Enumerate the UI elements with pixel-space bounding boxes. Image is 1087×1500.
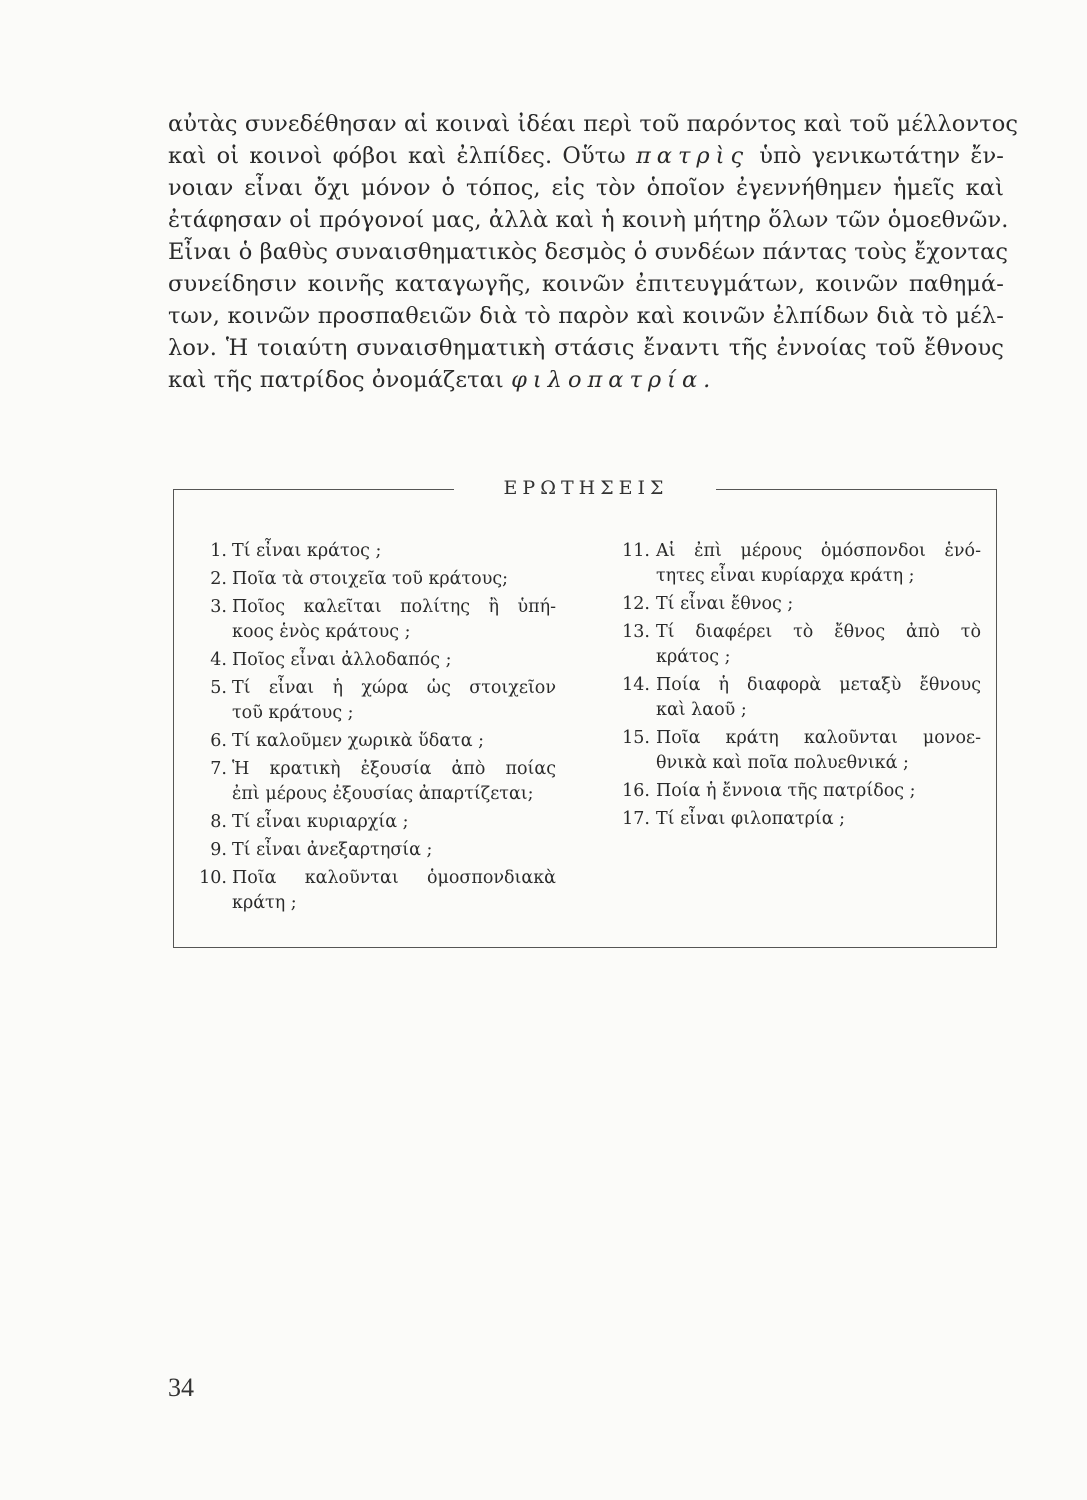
question-number: 16. — [622, 781, 650, 801]
paragraph-line: Εἶναι ὁ βαθὺς συναισθηματικὸς δεσμὸς ὁ συνδέων πάντας τοὺς ἔχοντας — [168, 239, 1009, 265]
question-number: 5. — [210, 678, 227, 698]
question-number: 8. — [210, 812, 227, 832]
question-line: κράτος ; — [656, 647, 731, 667]
question-line: Ἡ κρατικὴ ἐξουσία ἀπὸ ποίας — [232, 759, 556, 779]
question-line: Ποῖα κράτη καλοῦνται μονοε- — [656, 728, 981, 748]
question-text — [656, 592, 981, 617]
question-line: Αἱ ἐπὶ μέρους ὁμόσπονδοι ἑνό- — [656, 541, 981, 561]
heading-rule-right — [716, 489, 996, 490]
question-item — [196, 729, 556, 754]
question-number: 6. — [210, 731, 227, 751]
question-item — [196, 676, 556, 726]
question-text — [232, 567, 556, 592]
question-number: 14. — [622, 675, 650, 695]
question-item — [196, 539, 556, 564]
question-line: θνικὰ καὶ ποῖα πολυεθνικά ; — [656, 753, 909, 773]
question-item — [196, 866, 556, 916]
question-text — [232, 648, 556, 673]
question-number: 9. — [210, 840, 227, 860]
question-item — [615, 807, 981, 832]
questions-column-right — [615, 539, 981, 835]
question-line: Ποῖος εἶναι ἀλλοδαπός ; — [232, 650, 452, 670]
question-number: 15. — [622, 728, 650, 748]
question-line: τητες εἶναι κυρίαρχα κράτη ; — [656, 566, 915, 586]
question-line: Τί εἶναι ἔθνος ; — [656, 594, 794, 614]
paragraph-line-part: καὶ τῆς πατρίδος ὀνομάζεται — [168, 367, 504, 393]
question-line: Τί εἶναι κράτος ; — [232, 541, 382, 561]
paragraph-line-part: καὶ οἱ κοινοὶ φόβοι καὶ ἐλπίδες. Οὕτω — [168, 143, 626, 169]
paragraph-line: νοιαν εἶναι ὄχι μόνον ὁ τόπος, εἰς τὸν ὁποῖον ἐγεννήθημεν ἡμεῖς καὶ — [168, 175, 1004, 201]
question-number: 4. — [210, 650, 227, 670]
question-item — [196, 838, 556, 863]
question-item — [196, 648, 556, 673]
question-item — [615, 779, 981, 804]
question-line: Ποῖος καλεῖται πολίτης ἢ ὑπή- — [232, 597, 556, 617]
question-number: 12. — [622, 594, 650, 614]
question-line: Ποία ἡ ἔννοια τῆς πατρίδος ; — [656, 781, 916, 801]
question-text — [232, 676, 556, 726]
question-number: 17. — [622, 809, 650, 829]
question-item — [615, 620, 981, 670]
question-number: 7. — [210, 759, 227, 779]
paragraph-line: των, κοινῶν προσπαθειῶν διὰ τὸ παρὸν καὶ κοινῶν ἐλπίδων διὰ τὸ μέλ- — [168, 303, 1004, 329]
question-text — [656, 620, 981, 670]
question-text — [232, 757, 556, 807]
question-line: κοος ἑνὸς κράτους ; — [232, 622, 411, 642]
question-number: 10. — [199, 868, 227, 888]
question-line: Ποῖα καλοῦνται ὁμοσπονδιακὰ — [232, 868, 556, 888]
question-text — [656, 726, 981, 776]
question-number: 11. — [622, 541, 650, 561]
question-text — [656, 779, 981, 804]
paragraph-line: λον. Ἡ τοιαύτη συναισθηματικὴ στάσις ἔναντι τῆς ἐννοίας τοῦ ἔθνους — [168, 335, 1004, 361]
question-text — [232, 866, 556, 916]
term-patris: πατρὶς — [635, 143, 750, 169]
question-line: Ποία ἡ διαφορὰ μεταξὺ ἔθνους — [656, 675, 981, 695]
question-line: Ποῖα τὰ στοιχεῖα τοῦ κράτους; — [232, 569, 509, 589]
body-paragraph — [168, 108, 1019, 396]
heading-rule-left — [174, 489, 454, 490]
question-text — [232, 729, 556, 754]
question-number: 2. — [210, 569, 227, 589]
question-item — [615, 592, 981, 617]
question-line: Τί διαφέρει τὸ ἔθνος ἀπὸ τὸ — [656, 622, 981, 642]
question-number: 1. — [210, 541, 227, 561]
question-text — [232, 595, 556, 645]
question-item — [196, 810, 556, 835]
question-item — [615, 726, 981, 776]
paragraph-line: ἐτάφησαν οἱ πρόγονοί μας, ἀλλὰ καὶ ἡ κοινὴ μήτηρ ὅλων τῶν ὁμοεθνῶν. — [168, 207, 1009, 233]
question-line: Τί εἶναι φιλοπατρία ; — [656, 809, 846, 829]
paragraph-line-part: ὑπὸ γενικωτάτην ἔν- — [759, 143, 1004, 169]
question-item — [615, 539, 981, 589]
question-line: Τί εἶναι ἀνεξαρτησία ; — [232, 840, 433, 860]
question-number: 3. — [210, 597, 227, 617]
term-filopatria: φιλοπατρία. — [511, 367, 717, 393]
question-text — [232, 810, 556, 835]
question-text — [656, 807, 981, 832]
page-number: 34 — [168, 1373, 194, 1402]
question-text — [656, 539, 981, 589]
question-line: Τί εἶναι κυριαρχία ; — [232, 812, 409, 832]
paragraph-line — [168, 140, 1004, 172]
question-text — [232, 539, 556, 564]
question-line: καὶ λαοῦ ; — [656, 700, 747, 720]
questions-column-left — [196, 539, 556, 919]
question-item — [196, 757, 556, 807]
paragraph-line — [168, 364, 1004, 396]
question-line: τοῦ κράτους ; — [232, 703, 354, 723]
paragraph-line: αὐτὰς συνεδέθησαν αἱ κοιναὶ ἰδέαι περὶ τοῦ παρόντος καὶ τοῦ μέλλοντος — [168, 111, 1019, 137]
question-text — [656, 673, 981, 723]
question-line: Τί εἶναι ἡ χώρα ὡς στοιχεῖον — [232, 678, 556, 698]
question-item — [615, 673, 981, 723]
question-item — [196, 595, 556, 645]
questions-heading: ΕΡΩΤΗΣΕΙΣ — [503, 477, 669, 499]
questions-box — [173, 477, 997, 948]
question-line: Τί καλοῦμεν χωρικὰ ὕδατα ; — [232, 731, 485, 751]
paragraph-line: συνείδησιν κοινῆς καταγωγῆς, κοινῶν ἐπιτευγμάτων, κοινῶν παθημά- — [168, 271, 1004, 297]
question-line: ἐπὶ μέρους ἐξουσίας ἀπαρτίζεται; — [232, 784, 534, 804]
question-text — [232, 838, 556, 863]
question-number: 13. — [622, 622, 650, 642]
question-item — [196, 567, 556, 592]
question-line: κράτη ; — [232, 893, 297, 913]
